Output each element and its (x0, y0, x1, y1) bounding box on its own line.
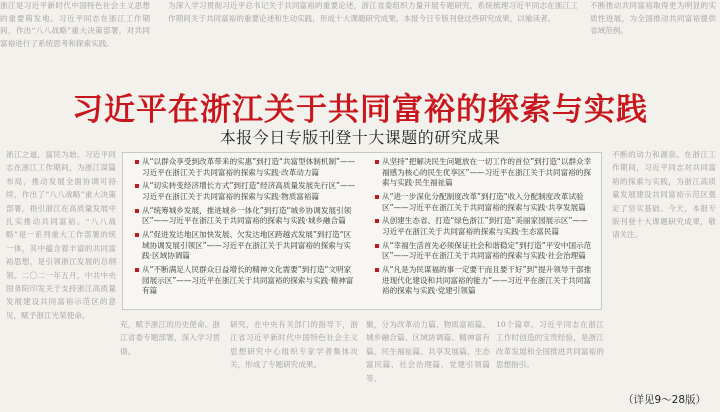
topic-text: 从“切实转变经济增长方式”到打造“经济高质量发展先行区”——习近平在浙江关于共同富裕的探索与实践·物质富裕篇 (142, 181, 356, 201)
topics-box (122, 152, 602, 310)
body-text-bottom-1: 充，赋予浙江的历史使命。浙江省委专题部署，深入学习贯彻。 (120, 320, 220, 356)
body-text-top-left: 浙江是习近平新时代中国特色社会主义思想的重要萌发地。习近平同志在浙江工作期间，作出“八八战略”重大决策部署，对共同富裕进行了系统思考和探索实践。 (0, 1, 150, 48)
topic-item (135, 157, 357, 178)
topic-item (375, 265, 595, 297)
body-text-bottom-3: 聚，分为改革动力篇、物质富裕篇、城乡融合篇、区域协调篇、精神富有篇、民生福祉篇、共享发展篇、生态富民篇、社会治理篇、党建引领篇等。 (366, 320, 490, 383)
bullet-square-icon (135, 233, 139, 237)
body-text-right-column: 不断的动力和源泉。在浙江工作期间，习近平同志对共同富裕的探索与实践，为浙江高质量发展建设共同富裕示范区奠定了坚实基础。今天，本报专版刊登十大课题研究成果，敬请关注。 (612, 150, 716, 240)
bullet-square-icon (375, 195, 379, 199)
bullet-square-icon (375, 219, 379, 223)
topics-list-right (375, 157, 595, 300)
topic-item (375, 157, 595, 189)
bullet-square-icon (375, 268, 379, 272)
topic-item (135, 206, 357, 227)
bullet-square-icon (135, 160, 139, 164)
bullet-square-icon (375, 244, 379, 248)
bullet-square-icon (135, 268, 139, 272)
topic-text: 从“幸福生活首先必须保证社会和谐稳定”到打造“平安中国示范区”——习近平在浙江关于共同富裕的探索与实践·社会治理篇 (382, 240, 592, 261)
bullet-square-icon (375, 160, 379, 164)
headline: 习近平在浙江关于共同富裕的探索与实践 (72, 92, 648, 128)
topic-text: 从“促进发达地区加快发展、欠发达地区跨越式发展”到打造“区域协调发展引领区”——习近平在浙江关于共同富裕的探索与实践·区域协调篇 (142, 230, 352, 261)
body-text-bottom-4: 10个篇章。习近平同志在浙江工作时创造的宝贵经验，是浙江改革发展和全国推进共同富裕的思想指引。 (496, 320, 604, 370)
topic-text: 从“不断满足人民群众日益增长的精神文化需要”到打造“文明家园展示区”——习近平在浙江关于共同富裕的探索与实践·精神富有篇 (142, 265, 354, 296)
bullet-square-icon (135, 184, 139, 188)
body-text-bottom-2: 研究，在中央有关部门的指导下，浙江省习近平新时代中国特色社会主义思想研究中心组织专家学者集体攻关，形成了专题研究成果。 (230, 320, 358, 370)
topic-text: 从“以群众享受到改革带来的实惠”到打造“共富型体制机制”——习近平在浙江关于共同富裕的探索与实践·改革动力篇 (142, 157, 356, 177)
topic-text: 从“凡是为民谋福的事一定要干而且要干好”到“提升领导干部推进现代化建设和共同富裕的能力”——习近平在浙江关于共同富裕的探索与实践·党建引领篇 (382, 265, 592, 296)
topic-item (135, 265, 357, 297)
body-text-top-center: 为深入学习贯彻习近平总书记关于共同富裕的重要论述，浙江省委组织力量开展专题研究，系统梳理习近平同志在浙江工作期间关于共同富裕的重要论述和生动实践，形成十大课题研究成果。本报今日专版刊登这些研究成果，以飨读者。 (168, 1, 578, 23)
topic-item (375, 241, 595, 262)
topic-item (135, 230, 357, 262)
topic-text: 从“进一步深化分配制度改革”到打造“收入分配制度改革试验区”——习近平在浙江关于共同富裕的探索与实践·共享发展篇 (382, 191, 586, 212)
page-reference-note: （详见9～28版） (622, 394, 706, 406)
body-text-top-right: 不断推动共同富裕取得更为明显的实质性进展，为全国推动共同富裕提供省域范例。 (590, 1, 716, 35)
subheadline: 本报今日专版刊登十大课题的研究成果 (219, 128, 501, 147)
topics-list-left (135, 157, 357, 300)
topic-item (135, 181, 357, 202)
topic-text: 从“统筹城乡发展，推进城乡一体化”到打造“城乡协调发展引领区”——习近平在浙江关于共同富裕的探索与实践·城乡融合篇 (142, 205, 352, 226)
topic-item (375, 192, 595, 213)
bullet-square-icon (135, 209, 139, 213)
topic-item (375, 216, 595, 237)
topic-text: 从坚持“把解决民生问题放在一切工作的首位”到打造“以群众幸福感为核心的民生优享区”——习近平在浙江关于共同富裕的探索与实践·民生福祉篇 (382, 157, 592, 188)
topic-text: 从创建生态省、打造“绿色浙江”到打造“美丽家园展示区”——习近平在浙江关于共同富裕的探索与实践·生态富民篇 (382, 216, 588, 236)
body-text-left-column: 浙江之道，富民为始。习近平同志在浙江工作期间，为浙江谋篇布局，推动发展全面协调可持续，作出了“八八战略”重大决策部署，指引浙江在高质量发展中扎实推动共同富裕。“八八战略”是一系列重大工作部署的统一体，其中蕴含着丰富的共同富裕思想，是引领浙江发展的总纲领。二〇二一年五月，中共中央国务院印发关于支持浙江高质量发展建设共同富裕示范区的意见，赋予浙江光荣使命。 (6, 150, 116, 320)
